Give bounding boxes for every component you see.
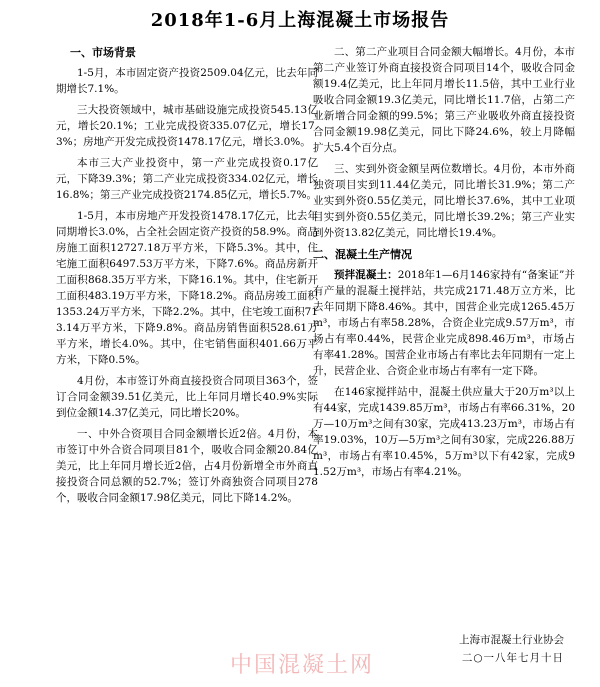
paragraph-body: 2018年1—6月146家持有“备案证”并有产量的混凝土搅拌站，共完成2171.48万立方米，比去年同期下降8.46%。其中，国营企业完成1265.45万m³，市场占有率58.28%，合资企业完成9.57万m³，市场占有率0.44%，民营企业完成898.46万m³，市场占有率41.28%。国营企业市场占有率比去年同期有一定上升，民营企业、合资企业市场占有率有一定下降。	[313, 269, 576, 377]
section-heading-market-background: 一、市场背景	[70, 46, 136, 59]
paragraph: 4月份，本市签订外商直接投资合同项目363个，签订合同金额39.51亿美元，比上年同月增长40.9%实际到位金额14.37亿美元，同比增长20%。	[56, 375, 318, 419]
paragraph: 1-5月，本市房地产开发投资1478.17亿元，比去年同期增长3.0%，占全社会固定资产投资的58.9%。商品房施工面积12727.18万平方米，下降5.3%。其中，住宅施工面积6497.53万平方米，下降7.6%。商品房新开工面积868.35万平方米，下降16.1%。其中，住宅新开工面积483.19万平方米，下降18.2%。商品房竣工面积1353.24万平方米，下降2.2%。其中，住宅竣工面积713.14万平方米，下降9.8%。商品房销售面积528.61万平方米，增长4.0%。其中，住宅销售面积401.66万平方米，下降0.5%。	[56, 210, 318, 366]
lead-text: 预拌混凝土：	[334, 269, 398, 281]
report-title: 2018年1-6月上海混凝土市场报告	[150, 10, 450, 31]
paragraph	[313, 267, 575, 379]
paragraph: 在146家搅拌站中，混凝土供应量大于20万m³以上有44家，完成1439.85万m³，市场占有率66.31%，20万—10万m³之间有30家，完成413.23万m³，市场占有率19.03%，10万—5万m³之间有30家，完成226.88万m³，市场占有率10.45%，5万m³以下有42家，完成91.52万m³，市场占有率4.21%。	[313, 386, 575, 478]
paragraph: 二、第二产业项目合同金额大幅增长。4月份，本市第二产业签订外商直接投资合同项目14个，吸收合同金额19.4亿美元，比上年同月增长11.5倍，其中工业行业吸收合同金额19.3亿美元，同比增长11.7倍，占第二产业新增合同金额的99.5%；第三产业吸收外商直接投资合同金额19.98亿美元，同比下降24.6%，较上月降幅扩大5.4个百分点。	[313, 46, 575, 154]
paragraph: 三大投资领域中，城市基础设施完成投资545.13亿元，增长20.1%；工业完成投资335.07亿元，增长17.3%；房地产开发完成投资1478.17亿元，增长3.0%。	[56, 104, 318, 148]
left-column	[56, 44, 318, 511]
paragraph: 本市三大产业投资中，第一产业完成投资0.17亿元，下降39.3%；第二产业完成投资334.02亿元，增长16.8%；第三产业完成投资2174.85亿元，增长5.7%。	[56, 157, 318, 201]
paragraph: 三、实到外资金额呈两位数增长。4月份，本市外商独资项目实到11.44亿美元，同比增长31.9%；第二产业实到外资0.55亿美元，同比增长37.6%，其中工业项目实到外资0.55亿美元，同比增长39.2%；第三产业实到外资13.82亿美元，同比增长19.4%。	[313, 163, 575, 239]
paragraph: 一、中外合资项目合同金额增长近2倍。4月份，本市签订中外合资合同项目81个，吸收合同金额20.84亿美元，比上年同月增长近2倍，占4月份新增全市外商直接投资合同总额的52.7%；签订外商独资合同项目278个，吸收合同金额17.98亿美元，同比下降14.2%。	[56, 428, 318, 504]
right-column	[313, 44, 575, 485]
section-heading-production: 二、混凝土生产情况	[313, 248, 412, 261]
signature-organization: 上海市混凝土行业协会	[459, 634, 564, 646]
watermark: 中国混凝土网	[230, 653, 375, 678]
signature-date: 二○一八年七月十日	[461, 652, 564, 664]
paragraph: 1-5月，本市固定资产投资2509.04亿元，比去年同期增长7.1%。	[56, 67, 318, 95]
